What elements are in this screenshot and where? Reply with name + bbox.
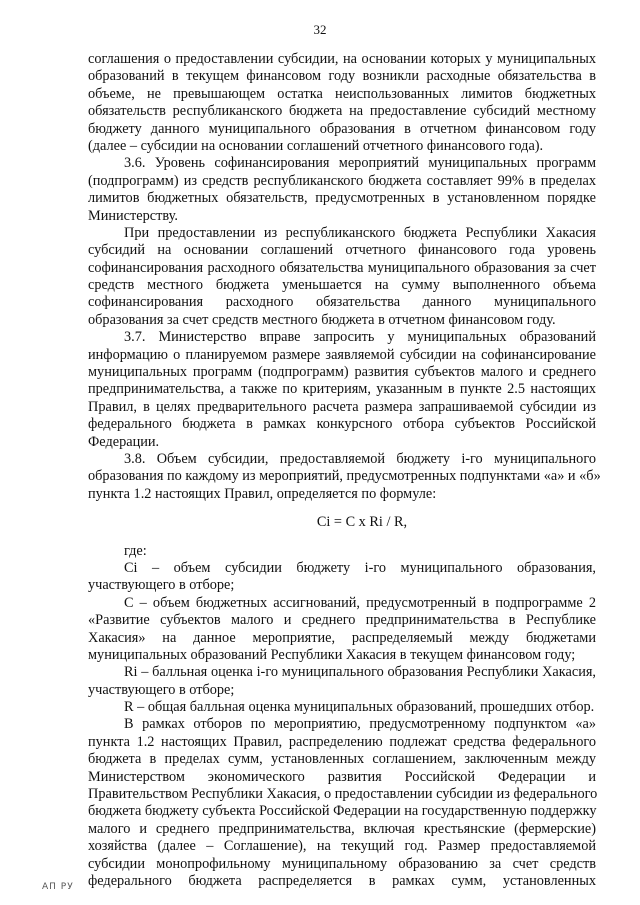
text-line: информацию о планируемом размере заявляемой субсидии на софинансирование — [88, 346, 596, 363]
text-line: участвующего в отборе; — [88, 681, 235, 698]
text-line: Правительством Республики Хакасия, о предоставлении субсидии из федерального — [88, 786, 598, 803]
page-number: 32 — [313, 22, 327, 37]
text-line: Министерству. — [88, 207, 178, 224]
text-line: лимитов бюджетных обязательств, предусмотренных в установленном порядке — [88, 190, 596, 207]
text-line: 3.6. Уровень софинансирования мероприятий муниципальных программ — [124, 155, 596, 172]
text-line: 3.8. Объем субсидии, предоставляемой бюджету i-го муниципального — [124, 450, 596, 467]
text-line: пункта 1.2 настоящих Правил, распределению подлежат средства федерального — [88, 733, 596, 750]
text-line: (подпрограмм) из средств республиканского бюджета составляет 99% в пределах — [88, 172, 596, 189]
footer-mark: АП РУ — [42, 882, 74, 892]
text-line: В рамках отборов по мероприятию, предусмотренному подпунктом «а» — [124, 716, 596, 733]
text-line: «Развитие субъектов малого и среднего предпринимательства в Республике — [88, 612, 596, 629]
text-line: субсидий на основании соглашений отчетного финансового года уровень — [88, 242, 596, 259]
text-line: объеме, не превышающем остатка неиспользованных лимитов бюджетных — [88, 85, 596, 102]
text-line: софинансирования расходного обязательства данного муниципального — [88, 294, 596, 311]
text-line: обязательств республиканского бюджета на предоставление субсидий местному — [88, 103, 596, 120]
text-line: софинансирования расходного обязательства муниципального образования за счет — [88, 259, 596, 276]
text-line: пункта 1.2 настоящих Правил, определяется по формуле: — [88, 485, 437, 502]
text-line: Ci – объем субсидии бюджету i-го муниципального образования, — [124, 559, 596, 576]
text-line: хозяйства (далее – Соглашение), на текущий год. Размер предоставляемой — [88, 838, 596, 855]
text-line: 3.7. Министерство вправе запросить у муниципальных образований — [124, 329, 596, 346]
formula: Ci = C x Ri / R, — [316, 514, 408, 531]
text-line: При предоставлении из республиканского бюджета Республики Хакасия — [124, 224, 596, 241]
text-line: бюджета бюджету субъекта Российской Федерации на государственную поддержку — [88, 803, 597, 820]
text-line: участвующего в отборе; — [88, 577, 235, 594]
text-line: малого и среднего предпринимательства, включая крестьянские (фермерские) — [88, 820, 596, 837]
text-line: федерального бюджета распределяется в рамках сумм, установленных — [88, 872, 596, 889]
text-line: федерального бюджета в рамках конкурсного отбора субъектов Российской — [88, 416, 596, 433]
text-line: муниципальных программ (подпрограмм) развития субъектов малого и среднего — [88, 364, 596, 381]
text-line: Федерации. — [88, 433, 160, 450]
text-line: муниципальных образований Республики Хакасия в текущем финансовом году; — [88, 646, 576, 663]
text-line: где: — [124, 542, 147, 559]
text-line: Министерством экономического развития Российской Федерации и — [88, 768, 596, 785]
text-line: соглашения о предоставлении субсидии, на основании которых у муниципальных — [88, 51, 596, 67]
text-line: средств местного бюджета уменьшается на сумму выполненного объема — [88, 277, 596, 294]
text-line: бюджету данного муниципального образования в отчетном финансовом году — [88, 120, 596, 137]
text-line: бюджета в пределах сумм, установленных соглашением, заключенным между — [88, 751, 596, 768]
text-line: субсидии монопрофильному муниципальному образованию за счет средств — [88, 855, 596, 872]
text-line: Ri – балльная оценка i-го муниципального образования Республики Хакасия, — [124, 664, 596, 681]
text-line: образования за счет средств местного бюджета в отчетном финансовом году. — [88, 311, 556, 328]
body-text — [88, 51, 601, 890]
text-line: Хакасия» на данное мероприятие, распределяемый между бюджетами — [88, 629, 596, 646]
text-line: образований в текущем финансовом году возникли расходные обязательства в — [88, 68, 596, 85]
text-line: Правил, в целях предварительного расчета размера запрашиваемой субсидии из — [88, 398, 596, 415]
text-line: образования по каждому из мероприятий, предусмотренных подпунктами «а» и «б» — [88, 468, 601, 485]
text-line: R – общая балльная оценка муниципальных образований, прошедших отбор. — [124, 699, 595, 716]
text-line: (далее – субсидии на основании соглашений отчетного финансового года). — [88, 137, 544, 154]
text-line: C – объем бюджетных ассигнований, предусмотренный в подпрограмме 2 — [124, 594, 596, 611]
text-line: предпринимательства, а также по критериям, указанным в пункте 2.5 настоящих — [88, 381, 596, 398]
